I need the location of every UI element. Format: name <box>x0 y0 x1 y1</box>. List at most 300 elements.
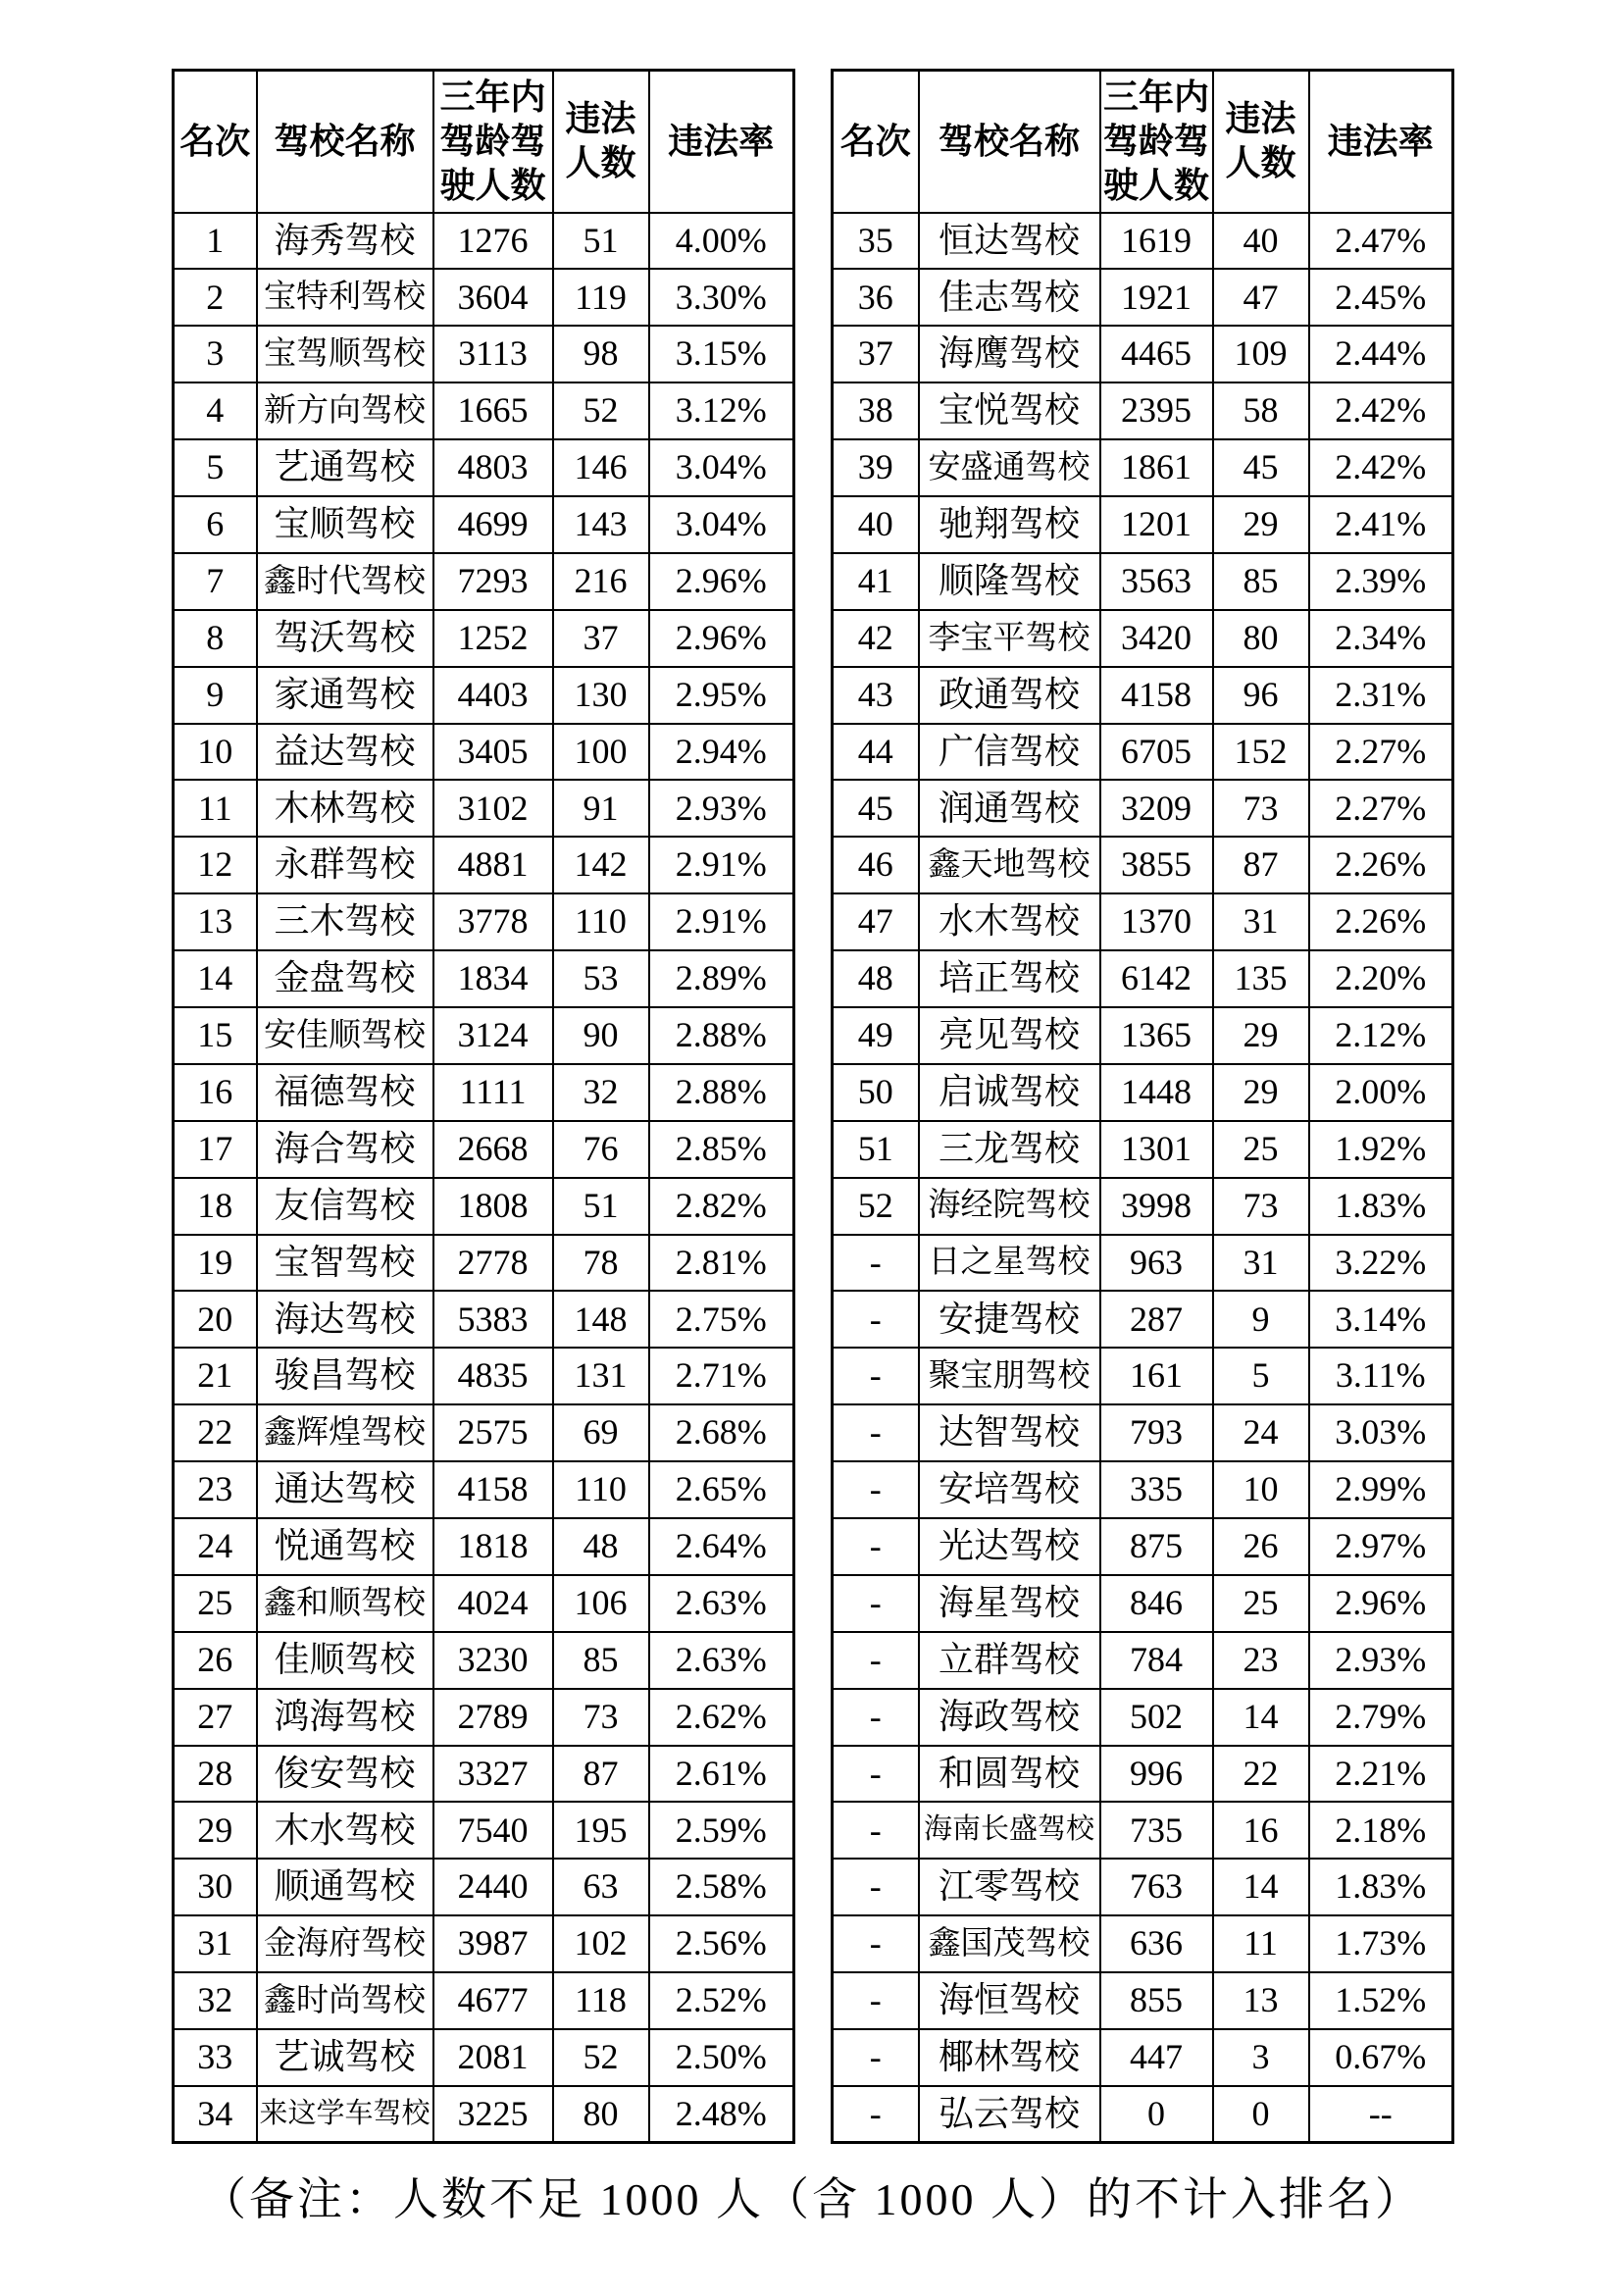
rank-cell: 8 <box>174 610 257 667</box>
violators-count-cell: 29 <box>1213 496 1309 553</box>
rank-cell: - <box>833 1291 919 1348</box>
violation-rate-cell: 2.34% <box>1309 610 1453 667</box>
drivers-count-cell: 4677 <box>433 1972 553 2029</box>
violation-rate-cell: 2.20% <box>1309 950 1453 1007</box>
rank-cell: - <box>833 1235 919 1292</box>
school-name-cell: 日之星驾校 <box>919 1235 1100 1292</box>
violators-count-cell: 98 <box>553 326 649 382</box>
rank-cell: 36 <box>833 269 919 326</box>
rank-cell: 32 <box>174 1972 257 2029</box>
school-name-cell: 佳志驾校 <box>919 269 1100 326</box>
violators-count-cell: 25 <box>1213 1575 1309 1632</box>
violators-count-cell: 69 <box>553 1404 649 1461</box>
violation-rate-cell: 2.95% <box>649 667 794 724</box>
school-name-cell: 海秀驾校 <box>257 213 433 270</box>
violators-count-cell: 31 <box>1213 1235 1309 1292</box>
violation-rate-cell: 2.58% <box>649 1859 794 1915</box>
drivers-count-cell: 3855 <box>1100 837 1213 893</box>
table-row <box>833 1121 1453 1178</box>
school-name-cell: 鑫和顺驾校 <box>257 1575 433 1632</box>
violators-count-cell: 146 <box>553 439 649 496</box>
school-name-cell: 立群驾校 <box>919 1632 1100 1689</box>
violation-rate-cell: 2.62% <box>649 1689 794 1746</box>
table-row <box>174 837 794 893</box>
table-body-right <box>833 213 1453 2143</box>
table-row <box>174 1972 794 2029</box>
school-name-cell: 安捷驾校 <box>919 1291 1100 1348</box>
table-row <box>174 1746 794 1803</box>
table-row <box>174 1915 794 1972</box>
table-row <box>174 496 794 553</box>
table-row <box>833 1348 1453 1404</box>
rank-cell: 35 <box>833 213 919 270</box>
drivers-count-cell: 4835 <box>433 1348 553 1404</box>
school-name-cell: 政通驾校 <box>919 667 1100 724</box>
rank-cell: 22 <box>174 1404 257 1461</box>
violation-rate-cell: 2.93% <box>649 780 794 837</box>
school-name-cell: 悦通驾校 <box>257 1518 433 1575</box>
violators-count-cell: 47 <box>1213 269 1309 326</box>
table-row <box>174 610 794 667</box>
table-row <box>833 382 1453 439</box>
violation-rate-cell: 2.27% <box>1309 780 1453 837</box>
violators-count-cell: 80 <box>553 2086 649 2143</box>
violation-rate-cell: 1.52% <box>1309 1972 1453 2029</box>
table-row <box>833 2029 1453 2086</box>
school-name-cell: 友信驾校 <box>257 1178 433 1235</box>
rank-cell: 20 <box>174 1291 257 1348</box>
rank-cell: 9 <box>174 667 257 724</box>
table-row <box>174 439 794 496</box>
violation-rate-cell: 2.56% <box>649 1915 794 1972</box>
violation-rate-cell: 2.88% <box>649 1064 794 1121</box>
violation-rate-cell: 2.26% <box>1309 837 1453 893</box>
drivers-count-cell: 1252 <box>433 610 553 667</box>
drivers-count-cell: 1365 <box>1100 1007 1213 1064</box>
drivers-count-cell: 2789 <box>433 1689 553 1746</box>
violation-rate-cell: 2.88% <box>649 1007 794 1064</box>
violation-rate-cell: 2.91% <box>649 837 794 893</box>
table-row <box>833 1178 1453 1235</box>
table-row <box>174 1575 794 1632</box>
drivers-count-cell: 1619 <box>1100 213 1213 270</box>
violators-count-cell: 24 <box>1213 1404 1309 1461</box>
table-row <box>174 1178 794 1235</box>
table-row <box>174 382 794 439</box>
drivers-count-cell: 2575 <box>433 1404 553 1461</box>
drivers-count-cell: 0 <box>1100 2086 1213 2143</box>
school-name-cell: 海鹰驾校 <box>919 326 1100 382</box>
violators-count-cell: 26 <box>1213 1518 1309 1575</box>
violation-rate-cell: 1.83% <box>1309 1859 1453 1915</box>
violation-rate-cell: 2.99% <box>1309 1461 1453 1518</box>
rank-cell: 21 <box>174 1348 257 1404</box>
table-row <box>833 1575 1453 1632</box>
violation-rate-cell: 2.96% <box>649 553 794 610</box>
rank-cell: 40 <box>833 496 919 553</box>
school-name-cell: 光达驾校 <box>919 1518 1100 1575</box>
school-name-cell: 安佳顺驾校 <box>257 1007 433 1064</box>
table-row <box>833 439 1453 496</box>
violators-count-cell: 143 <box>553 496 649 553</box>
violators-count-cell: 142 <box>553 837 649 893</box>
violators-count-cell: 23 <box>1213 1632 1309 1689</box>
violation-rate-cell: 2.39% <box>1309 553 1453 610</box>
header-row <box>174 71 794 213</box>
violation-rate-cell: 2.91% <box>649 893 794 950</box>
violation-rate-cell: 1.73% <box>1309 1915 1453 1972</box>
rank-cell: - <box>833 1802 919 1859</box>
table-row <box>833 1291 1453 1348</box>
rank-cell: - <box>833 1859 919 1915</box>
drivers-count-cell: 5383 <box>433 1291 553 1348</box>
rank-cell: 5 <box>174 439 257 496</box>
school-name-cell: 海星驾校 <box>919 1575 1100 1632</box>
violators-count-cell: 152 <box>1213 724 1309 781</box>
violation-rate-cell: 2.45% <box>1309 269 1453 326</box>
violation-rate-cell: 2.12% <box>1309 1007 1453 1064</box>
school-name-cell: 来这学车驾校 <box>257 2086 433 2143</box>
violators-count-cell: 9 <box>1213 1291 1309 1348</box>
school-name-cell: 驰翔驾校 <box>919 496 1100 553</box>
drivers-count-cell: 3778 <box>433 893 553 950</box>
drivers-count-cell: 3225 <box>433 2086 553 2143</box>
rank-cell: 50 <box>833 1064 919 1121</box>
violators-count-cell: 48 <box>553 1518 649 1575</box>
table-row <box>833 1007 1453 1064</box>
school-name-cell: 海南长盛驾校 <box>919 1802 1100 1859</box>
school-name-cell: 金海府驾校 <box>257 1915 433 1972</box>
drivers-count-cell: 1665 <box>433 382 553 439</box>
table-row <box>174 780 794 837</box>
drivers-count-cell: 636 <box>1100 1915 1213 1972</box>
drivers-count-cell: 996 <box>1100 1746 1213 1803</box>
school-name-cell: 佳顺驾校 <box>257 1632 433 1689</box>
violation-rate-cell: 2.65% <box>649 1461 794 1518</box>
school-name-cell: 永群驾校 <box>257 837 433 893</box>
violators-count-cell: 45 <box>1213 439 1309 496</box>
table-row <box>833 1972 1453 2029</box>
violation-rate-cell: 2.42% <box>1309 382 1453 439</box>
drivers-count-cell: 3230 <box>433 1632 553 1689</box>
table-row <box>174 1291 794 1348</box>
table-row <box>833 2086 1453 2143</box>
rank-cell: 38 <box>833 382 919 439</box>
violation-rate-cell: 3.30% <box>649 269 794 326</box>
rank-cell: 29 <box>174 1802 257 1859</box>
violation-rate-cell: 3.04% <box>649 496 794 553</box>
table-row <box>174 1518 794 1575</box>
violation-rate-cell: 3.14% <box>1309 1291 1453 1348</box>
rank-cell: 13 <box>174 893 257 950</box>
violators-count-cell: 32 <box>553 1064 649 1121</box>
violators-count-cell: 73 <box>1213 1178 1309 1235</box>
school-name-cell: 亮见驾校 <box>919 1007 1100 1064</box>
drivers-count-cell: 2778 <box>433 1235 553 1292</box>
violators-count-cell: 37 <box>553 610 649 667</box>
table-row <box>833 1859 1453 1915</box>
rank-cell: 27 <box>174 1689 257 1746</box>
violators-count-cell: 40 <box>1213 213 1309 270</box>
school-name-cell: 通达驾校 <box>257 1461 433 1518</box>
table-row <box>833 610 1453 667</box>
violation-rate-cell: 1.83% <box>1309 1178 1453 1235</box>
rank-cell: - <box>833 2086 919 2143</box>
violators-count-cell: 76 <box>553 1121 649 1178</box>
drivers-count-cell: 963 <box>1100 1235 1213 1292</box>
table-row <box>174 1121 794 1178</box>
violation-rate-cell: 2.48% <box>649 2086 794 2143</box>
violators-count-cell: 63 <box>553 1859 649 1915</box>
violators-count-cell: 110 <box>553 893 649 950</box>
violation-rate-cell: 2.41% <box>1309 496 1453 553</box>
table-row <box>833 553 1453 610</box>
violators-count-cell: 29 <box>1213 1064 1309 1121</box>
table-row <box>833 1518 1453 1575</box>
rank-cell: 25 <box>174 1575 257 1632</box>
violators-count-cell: 87 <box>553 1746 649 1803</box>
drivers-count-cell: 335 <box>1100 1461 1213 1518</box>
rank-cell: 31 <box>174 1915 257 1972</box>
school-name-cell: 安培驾校 <box>919 1461 1100 1518</box>
table-row <box>174 1689 794 1746</box>
table-row <box>174 893 794 950</box>
drivers-count-cell: 735 <box>1100 1802 1213 1859</box>
violators-count-cell: 106 <box>553 1575 649 1632</box>
violation-rate-cell: 2.42% <box>1309 439 1453 496</box>
drivers-count-cell: 4699 <box>433 496 553 553</box>
violation-rate-cell: -- <box>1309 2086 1453 2143</box>
drivers-count-cell: 6705 <box>1100 724 1213 781</box>
drivers-count-cell: 1861 <box>1100 439 1213 496</box>
drivers-count-cell: 1276 <box>433 213 553 270</box>
rank-cell: 45 <box>833 780 919 837</box>
table-row <box>174 1007 794 1064</box>
violators-count-cell: 53 <box>553 950 649 1007</box>
violation-rate-cell: 2.82% <box>649 1178 794 1235</box>
table-row <box>174 2086 794 2143</box>
rank-cell: 12 <box>174 837 257 893</box>
drivers-count-cell: 784 <box>1100 1632 1213 1689</box>
violation-rate-cell: 3.04% <box>649 439 794 496</box>
school-name-cell: 金盘驾校 <box>257 950 433 1007</box>
violators-count-cell: 80 <box>1213 610 1309 667</box>
table-row <box>174 667 794 724</box>
drivers-count-cell: 1370 <box>1100 893 1213 950</box>
col-header-violators-count: 违法人数 <box>553 71 649 213</box>
violators-count-cell: 90 <box>553 1007 649 1064</box>
drivers-count-cell: 3987 <box>433 1915 553 1972</box>
drivers-count-cell: 6142 <box>1100 950 1213 1007</box>
rank-cell: 18 <box>174 1178 257 1235</box>
drivers-count-cell: 4024 <box>433 1575 553 1632</box>
drivers-count-cell: 763 <box>1100 1859 1213 1915</box>
violation-rate-cell: 2.71% <box>649 1348 794 1404</box>
school-name-cell: 达智驾校 <box>919 1404 1100 1461</box>
table-row <box>833 1802 1453 1859</box>
rank-cell: 47 <box>833 893 919 950</box>
table-row <box>833 1746 1453 1803</box>
violators-count-cell: 3 <box>1213 2029 1309 2086</box>
violation-rate-cell: 2.81% <box>649 1235 794 1292</box>
violation-rate-cell: 4.00% <box>649 213 794 270</box>
rank-cell: 46 <box>833 837 919 893</box>
drivers-count-cell: 1301 <box>1100 1121 1213 1178</box>
violators-count-cell: 13 <box>1213 1972 1309 2029</box>
school-name-cell: 驾沃驾校 <box>257 610 433 667</box>
violation-rate-cell: 2.59% <box>649 1802 794 1859</box>
violation-rate-cell: 2.97% <box>1309 1518 1453 1575</box>
rank-cell: - <box>833 1689 919 1746</box>
drivers-count-cell: 161 <box>1100 1348 1213 1404</box>
rank-cell: 43 <box>833 667 919 724</box>
violation-rate-cell: 2.27% <box>1309 724 1453 781</box>
school-name-cell: 海经院驾校 <box>919 1178 1100 1235</box>
violation-rate-cell: 2.21% <box>1309 1746 1453 1803</box>
violation-rate-cell: 2.47% <box>1309 213 1453 270</box>
violators-count-cell: 0 <box>1213 2086 1309 2143</box>
table-row <box>174 2029 794 2086</box>
violation-rate-cell: 2.68% <box>649 1404 794 1461</box>
violators-count-cell: 131 <box>553 1348 649 1404</box>
rank-cell: 2 <box>174 269 257 326</box>
violators-count-cell: 87 <box>1213 837 1309 893</box>
rank-cell: - <box>833 1972 919 2029</box>
rank-cell: 16 <box>174 1064 257 1121</box>
violators-count-cell: 110 <box>553 1461 649 1518</box>
drivers-count-cell: 3113 <box>433 326 553 382</box>
rank-cell: 23 <box>174 1461 257 1518</box>
table-row <box>833 1235 1453 1292</box>
violators-count-cell: 10 <box>1213 1461 1309 1518</box>
school-name-cell: 海达驾校 <box>257 1291 433 1348</box>
violators-count-cell: 130 <box>553 667 649 724</box>
school-name-cell: 顺通驾校 <box>257 1859 433 1915</box>
drivers-count-cell: 3420 <box>1100 610 1213 667</box>
rank-cell: 1 <box>174 213 257 270</box>
school-name-cell: 润通驾校 <box>919 780 1100 837</box>
violation-rate-cell: 2.94% <box>649 724 794 781</box>
violators-count-cell: 29 <box>1213 1007 1309 1064</box>
table-row <box>174 1632 794 1689</box>
school-name-cell: 木林驾校 <box>257 780 433 837</box>
school-name-cell: 三木驾校 <box>257 893 433 950</box>
drivers-count-cell: 1111 <box>433 1064 553 1121</box>
violation-rate-cell: 2.61% <box>649 1746 794 1803</box>
violation-rate-cell: 2.89% <box>649 950 794 1007</box>
violators-count-cell: 51 <box>553 213 649 270</box>
table-row <box>833 1064 1453 1121</box>
violators-count-cell: 109 <box>1213 326 1309 382</box>
school-name-cell: 福德驾校 <box>257 1064 433 1121</box>
violation-rate-cell: 2.18% <box>1309 1802 1453 1859</box>
rank-cell: 10 <box>174 724 257 781</box>
violation-rate-cell: 2.85% <box>649 1121 794 1178</box>
violation-rate-cell: 2.96% <box>649 610 794 667</box>
col-header-rank: 名次 <box>174 71 257 213</box>
table-row <box>833 667 1453 724</box>
rank-cell: 44 <box>833 724 919 781</box>
drivers-count-cell: 2395 <box>1100 382 1213 439</box>
violators-count-cell: 22 <box>1213 1746 1309 1803</box>
school-name-cell: 骏昌驾校 <box>257 1348 433 1404</box>
table-row <box>174 1802 794 1859</box>
rank-cell: 24 <box>174 1518 257 1575</box>
school-name-cell: 海政驾校 <box>919 1689 1100 1746</box>
rank-cell: 34 <box>174 2086 257 2143</box>
violation-rate-cell: 2.52% <box>649 1972 794 2029</box>
school-name-cell: 新方向驾校 <box>257 382 433 439</box>
drivers-count-cell: 7293 <box>433 553 553 610</box>
col-header-school-name: 驾校名称 <box>257 71 433 213</box>
school-name-cell: 益达驾校 <box>257 724 433 781</box>
drivers-count-cell: 3102 <box>433 780 553 837</box>
drivers-count-cell: 3604 <box>433 269 553 326</box>
violators-count-cell: 78 <box>553 1235 649 1292</box>
drivers-count-cell: 3124 <box>433 1007 553 1064</box>
school-name-cell: 海恒驾校 <box>919 1972 1100 2029</box>
school-name-cell: 三龙驾校 <box>919 1121 1100 1178</box>
col-header-violators-count: 违法人数 <box>1213 71 1309 213</box>
drivers-count-cell: 2668 <box>433 1121 553 1178</box>
rank-cell: 51 <box>833 1121 919 1178</box>
table-row <box>833 269 1453 326</box>
rank-cell: - <box>833 2029 919 2086</box>
table-row <box>174 213 794 270</box>
violators-count-cell: 73 <box>1213 780 1309 837</box>
violators-count-cell: 85 <box>553 1632 649 1689</box>
school-name-cell: 启诚驾校 <box>919 1064 1100 1121</box>
table-row <box>174 950 794 1007</box>
rank-cell: 48 <box>833 950 919 1007</box>
school-name-cell: 鑫国茂驾校 <box>919 1915 1100 1972</box>
drivers-count-cell: 1448 <box>1100 1064 1213 1121</box>
violators-count-cell: 51 <box>553 1178 649 1235</box>
drivers-count-cell: 4803 <box>433 439 553 496</box>
violators-count-cell: 119 <box>553 269 649 326</box>
table-row <box>833 1915 1453 1972</box>
drivers-count-cell: 4465 <box>1100 326 1213 382</box>
rank-cell: 30 <box>174 1859 257 1915</box>
school-name-cell: 鑫天地驾校 <box>919 837 1100 893</box>
drivers-count-cell: 1834 <box>433 950 553 1007</box>
violation-rate-cell: 2.79% <box>1309 1689 1453 1746</box>
violation-rate-cell: 2.44% <box>1309 326 1453 382</box>
school-name-cell: 弘云驾校 <box>919 2086 1100 2143</box>
drivers-count-cell: 3998 <box>1100 1178 1213 1235</box>
violators-count-cell: 91 <box>553 780 649 837</box>
driving-school-rank-table-left <box>172 69 795 2144</box>
drivers-count-cell: 3405 <box>433 724 553 781</box>
school-name-cell: 广信驾校 <box>919 724 1100 781</box>
school-name-cell: 俊安驾校 <box>257 1746 433 1803</box>
table-row <box>174 1064 794 1121</box>
drivers-count-cell: 3327 <box>433 1746 553 1803</box>
table-row <box>833 496 1453 553</box>
drivers-count-cell: 2081 <box>433 2029 553 2086</box>
table-row <box>833 213 1453 270</box>
rank-cell: 7 <box>174 553 257 610</box>
table-row <box>833 893 1453 950</box>
table-body-left <box>174 213 794 2143</box>
rank-cell: - <box>833 1461 919 1518</box>
school-name-cell: 水木驾校 <box>919 893 1100 950</box>
table-row <box>174 269 794 326</box>
rank-cell: 17 <box>174 1121 257 1178</box>
drivers-count-cell: 4881 <box>433 837 553 893</box>
drivers-count-cell: 1201 <box>1100 496 1213 553</box>
violation-rate-cell: 2.31% <box>1309 667 1453 724</box>
